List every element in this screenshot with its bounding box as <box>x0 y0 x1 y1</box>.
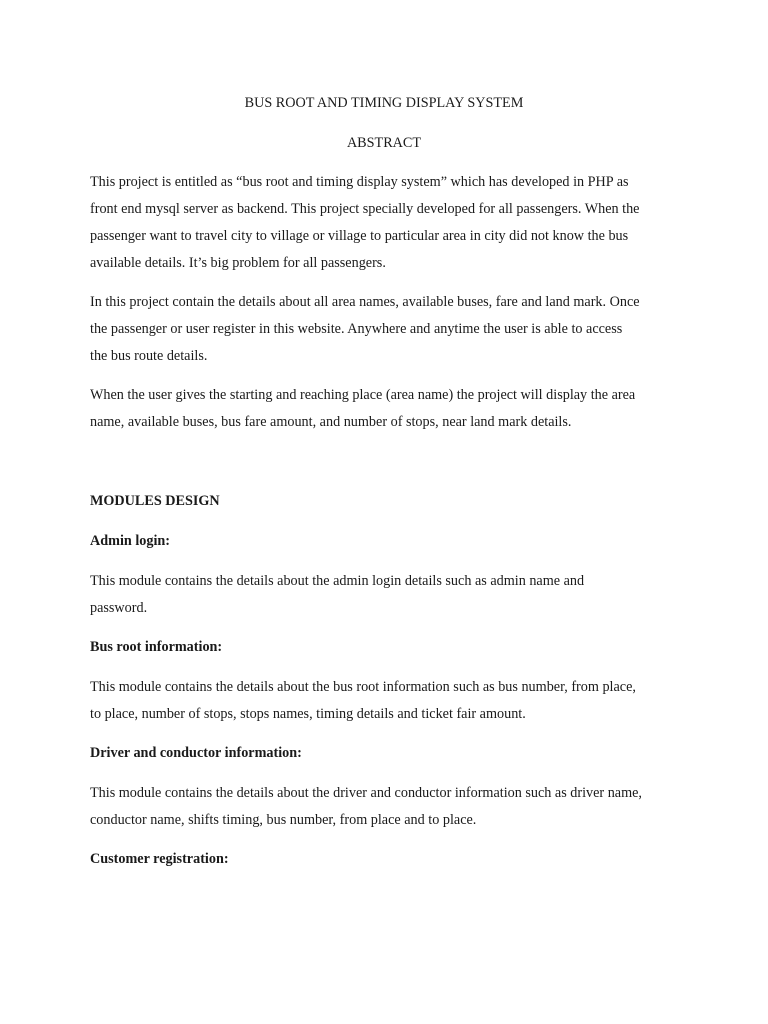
abstract-heading: ABSTRACT <box>346 135 422 151</box>
module-text-line: This module contains the details about the bus root information such as bus number, from place, <box>90 679 636 695</box>
abstract-para2-line: the passenger or user register in this website. Anywhere and anytime the user is able to access <box>90 321 623 337</box>
module-heading-bus-root-information: Bus root information: <box>90 639 223 655</box>
module-text-line: conductor name, shifts timing, bus number, from place and to place. <box>90 812 477 828</box>
module-text-line: to place, number of stops, stops names, timing details and ticket fair amount. <box>90 706 526 722</box>
abstract-para3-line: When the user gives the starting and reaching place (area name) the project will display the area <box>90 387 636 403</box>
abstract-para1-line: This project is entitled as “bus root and timing display system” which has developed in PHP as <box>90 174 629 190</box>
abstract-para2-line: the bus route details. <box>90 348 208 364</box>
module-heading-driver-conductor-information: Driver and conductor information: <box>90 745 302 761</box>
modules-heading: MODULES DESIGN <box>90 493 220 509</box>
abstract-para3-line: name, available buses, bus fare amount, and number of stops, near land mark details. <box>90 414 572 430</box>
module-heading-admin-login: Admin login: <box>90 533 171 549</box>
abstract-para1-line: front end mysql server as backend. This project specially developed for all passengers. When the <box>90 201 640 217</box>
module-text-line: This module contains the details about the admin login details such as admin name and <box>90 573 585 589</box>
module-text-line: password. <box>90 600 148 616</box>
abstract-para1-line: available details. It’s big problem for all passengers. <box>90 255 386 271</box>
module-heading-customer-registration: Customer registration: <box>90 851 229 867</box>
document-title: BUS ROOT AND TIMING DISPLAY SYSTEM <box>244 95 524 111</box>
abstract-para1-line: passenger want to travel city to village or village to particular area in city did not know the bus <box>90 228 629 244</box>
abstract-para2-line: In this project contain the details about all area names, available buses, fare and land mark. Once <box>90 294 640 310</box>
module-text-line: This module contains the details about the driver and conductor information such as driver name, <box>90 785 642 801</box>
